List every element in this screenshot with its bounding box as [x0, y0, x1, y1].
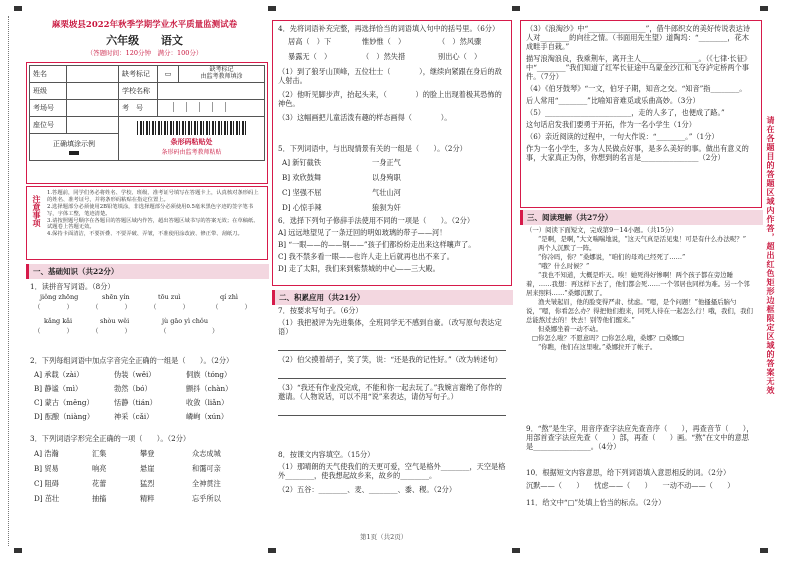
option-d[interactable]: D] 酝酿（niàng） [34, 412, 95, 421]
answer-line[interactable] [278, 338, 506, 351]
position-mark [268, 6, 276, 11]
info-box [26, 62, 268, 184]
seat-field[interactable] [67, 117, 119, 134]
name-label: 姓名 [30, 66, 67, 83]
position-mark [268, 548, 276, 553]
question-5: 5．下列词语中，与出现情景有关的一组是（ ）。（2分） A] 新钉截铁 一身正气 B] 欢欣鼓舞 以身殉职 C] 坚强不屈 气壮山河 D] 心惊手辣 狼狈为奸 [278, 144, 467, 212]
notice-item: 3.请按照题号顺序在各题目的答题区域内作答，超出答题区域书写的答案无效；在草稿纸、试题卷上答题无效。 [47, 217, 259, 231]
room-field[interactable] [67, 100, 119, 117]
option-c[interactable]: C] 蒙古（měng） [34, 398, 94, 407]
position-mark [512, 548, 520, 553]
notice-item: 4.保持卡面清洁，不要折叠、不要弄破、弄皱，不准使用涂改液、修正带、刮纸刀。 [47, 231, 243, 238]
question-11: 11．给文中“□”处填上恰当的标点。（2分） [526, 498, 666, 507]
binding-edge [8, 16, 9, 546]
exam-no-label: 考 号 [119, 100, 158, 117]
option-b[interactable]: B] 静谧（mì） [34, 384, 83, 393]
position-mark [512, 6, 520, 11]
name-field[interactable] [67, 66, 119, 83]
class-label: 班级 [30, 83, 67, 100]
section-title: 二、积累应用（共21分） [272, 290, 513, 305]
barcode-icon [137, 121, 247, 135]
option-a[interactable]: A] 浩瀚 [34, 449, 59, 458]
reading-passage: （一）阅读下面短文，完成第9－14小题。（共15分） “是啊，是啊，”大文喘喘地说，“这天气真是活见鬼！可是有什么办法呢？” 两个人沉默了一阵。 “你冷吗，你？”桑娜说，“咱们的母鸡已经死了……” “哦？什么时候？” “我也不知道，大概是昨天。唉！她死得好惨啊！两个孩子都在旁边睡着，……我想：再这样下去了，他们都会死……一个邻居也同样为难。另一个邻居来照料……”桑娜沉默了。 渔夫皱起眉，他的脸变得严肃、忧虑。“嗯，是个问题！”他搔搔后脑勺说，“嗯，你看怎么办？得把他们抱来，同死人待在一起怎么行！哦，我们，我们总能熬过去的！快去！别等他们醒来。” 但桑娜坐着一动不动。 □你怎么啦？不愿意吗？□你怎么啦，桑娜？□桑娜□ “你瞧，他们在这里啦。”桑娜拉开了帐子。 [526, 226, 753, 351]
question-8-continued: （3）《浪淘沙》中“________________”，借牛郎织女的美好传说表达诗人对________的向往之情。（书面用先生望）道陶坞：“________，花木成畦手自栽。” 描写浪淘浪良，我乘荆车，离开主人________________。（《七律·长征》中“________”我们知道了红军长征途中乌蒙金沙江和飞夺泸定桥两个事件。（7分） （4）《伯牙鼓琴》“一文，伯牙子期，知音之交。“知音”指________。 后人常用“________”比喻知音难觅或乐曲高妙。（3分） （5）________________________，走的人多了，也便成了路。” 这句话启发我们要勇于开拓，作为一名小学生（1分） （6）亲近阅读的过程中，一句大作说：“________。”（1分） 作为一名小学生，多为人民做点好事，是多么美好的事。做出有意义的事，大家真正为你，你想到的名言是________________（2分） [526, 24, 752, 162]
position-mark [14, 548, 22, 553]
school-field[interactable] [158, 83, 265, 100]
notice-list [47, 190, 263, 238]
exam-mark-note: 缺考标记 由监考教师填涂 [179, 66, 265, 83]
option-d[interactable]: D] 心惊手辣 [282, 203, 322, 212]
position-mark [760, 6, 768, 11]
grade-subject [22, 32, 267, 48]
option-a[interactable]: A] 承载（zài） [34, 370, 84, 379]
option-d[interactable]: D] 茁壮 [34, 494, 60, 503]
option-a[interactable]: A] 新钉截铁 [282, 158, 322, 167]
class-field[interactable] [67, 83, 119, 100]
option-c[interactable]: C] 我不禁多看一眼——也许人走上后就再也出不来了。 [278, 252, 454, 261]
fill-sample: 正确填涂示例 [30, 134, 119, 161]
exam-title: 麻栗坡县2022年秋季学期学业水平质量监测试卷 [51, 20, 238, 30]
question-2: 2．下列每组词语中加点字音完全正确的一组是（ ）。（2分） A] 承载（zài） 伪装（wěi） 侗族（tóng） B] 静谧（mì） 勃然（bó） 颤抖（chàn） C] 蒙古（měng） 恬静（tián） 收敛（liǎn） D] 酝酿（niàng） 神采（cǎi） 嶙峋（xún） [30, 356, 234, 421]
question-8: 8．按课文内容填空。（15分） （1）那晴朗的天气使我们的天更可爱，空气是格外________，天空是格外________，使我想起故乡来，故乡的________。 （2）五谷：________、麦、________、黍、稷。（2分） [278, 450, 506, 494]
position-mark [760, 548, 768, 553]
time-note: （答题时间：120分钟 满分：100分） [86, 49, 203, 57]
answer-line[interactable] [278, 366, 506, 379]
question-7: 7．按要求写句子。（6分） （1）我把被评为先进集体，全班同学无不感到自豪。（改写原句表达定语） （2）伯父摸着胡子，笑了笑，说：“还是我的记性好。”（改为转述句） （3）“我还有作业没完成，不能和你一起去玩了。”我婉言谢绝了你作的邀请。（人物说话，可以不用“说”来表达，请仿写句子。） [278, 306, 506, 420]
question-4: 4．先将词语补充完整，再选择恰当的词语填入句中的括号里。（6分） 居高（ ）下 惟妙惟（ ） （ ）然风骤 暴露无（ ） （ ）然失措 别出心（ ） （1）到了狼牙山顶峰，五位壮士（ ），继续向紧跟在身后的敌人射击。 （2）他听见脚步声，抬起头来，（ ）的脸上出现着极其恐怖的神色。 （3）这幅画把儿童活泼有趣的样态画得（ ）。 [278, 24, 502, 122]
position-mark [14, 6, 22, 11]
question-6: 6．选择下列句子修辞手法使用不同的一项是（ ）。（2分） A] 远远地望见了一条迂回的明如玻璃的带子——河！ B] “一眼——的——钢——”孩子们都纷纷走出来这样嚷声了。 C] 我不禁多看一眼——也许人走上后就再也出不来了。 D] 走了太阳，我们来到紫禁城的中心——三大殿。 [278, 216, 506, 273]
option-a[interactable]: A] 远远地望见了一条迂回的明如玻璃的带子——河！ [278, 228, 447, 237]
section-title: 三、阅读理解（共27分） [520, 210, 763, 225]
option-b[interactable]: B] 贸易 [34, 464, 59, 473]
option-b[interactable]: B] 欢欣鼓舞 [282, 173, 322, 182]
question-9: 9．“熬”是生字，用音序查字法应先查音序（ ），再查音节（ ），用部首查字法应先查（ ）部，再查（ ）画。“熬”在文中的意思是________________。（4分） [526, 424, 754, 451]
notice-title: 注意事项 [32, 195, 42, 227]
exam-mark-box[interactable]: ▭ [158, 66, 179, 83]
page-footer: 第1页（共2页） [360, 533, 408, 541]
school-label: 学校名称 [119, 83, 158, 100]
option-b[interactable]: B] “一眼——的——钢——”孩子们都纷纷走出来这样嚷声了。 [278, 240, 476, 249]
section-title: 一、基础知识（共22分） [26, 264, 269, 279]
notice-item: 2.选择题部分必须使用2B铅笔填涂，非选择题部分必须使用0.5毫米黑色字迹的签字笔书写，字体工整，笔迹清楚。 [47, 203, 254, 217]
barcode-area: 条形码粘贴处 条形码由监考教师粘贴 [119, 117, 265, 161]
subject: 语文 [160, 34, 183, 47]
seat-label: 座位号 [30, 117, 67, 134]
option-d[interactable]: D] 走了太阳，我们来到紫禁城的中心——三大殿。 [278, 264, 440, 273]
question-3: 3．下列词语字形完全正确的一项（ ）。（2分） A] 浩瀚 汇集 攀登 众志成城 B] 贸易 响亮 悬崖 和霭可亲 C] 阻碍 花蕾 猛烈 全神贯注 D] 茁壮 抽搐 精粹 忘乎所以 [30, 434, 221, 503]
room-label: 考场号 [30, 100, 67, 117]
question-1: 1．读拼音写词语。（8分） jiǒng zhōng shēn yín tōu zuì qí zhì （ ） （ ） （ ） （ ） kǎng kǎi shòu wěi jù gāo yì chǒu （ ） （ ） （ ） [30, 282, 251, 335]
exam-no-field[interactable] [158, 100, 265, 117]
grade: 六年级 [106, 34, 140, 47]
exam-mark-label: 缺考标记 [119, 66, 158, 83]
side-warning: 请在各题目的答题区域内作答，超出红色矩形边框限定区域的答案无效 [766, 116, 776, 395]
notice-item: 1.答题前，同学们务必将姓名、学校、班级、准考证号填写在答题卡上，认真核对条形码上的姓名、准考证号，并将条形码粘贴在指定位置上。 [47, 190, 259, 203]
option-c[interactable]: C] 阻碍 [34, 479, 59, 488]
filled-box-icon [69, 151, 79, 155]
answer-line[interactable] [278, 403, 506, 416]
option-c[interactable]: C] 坚强不屈 [282, 188, 322, 197]
question-10: 10．根据短文内容意思，给下列词语填入意思相反的词。（2分） 沉默——（ ） 忧虑——（ ） 一动不动——（ ） [526, 468, 735, 490]
notice-box [26, 186, 268, 260]
